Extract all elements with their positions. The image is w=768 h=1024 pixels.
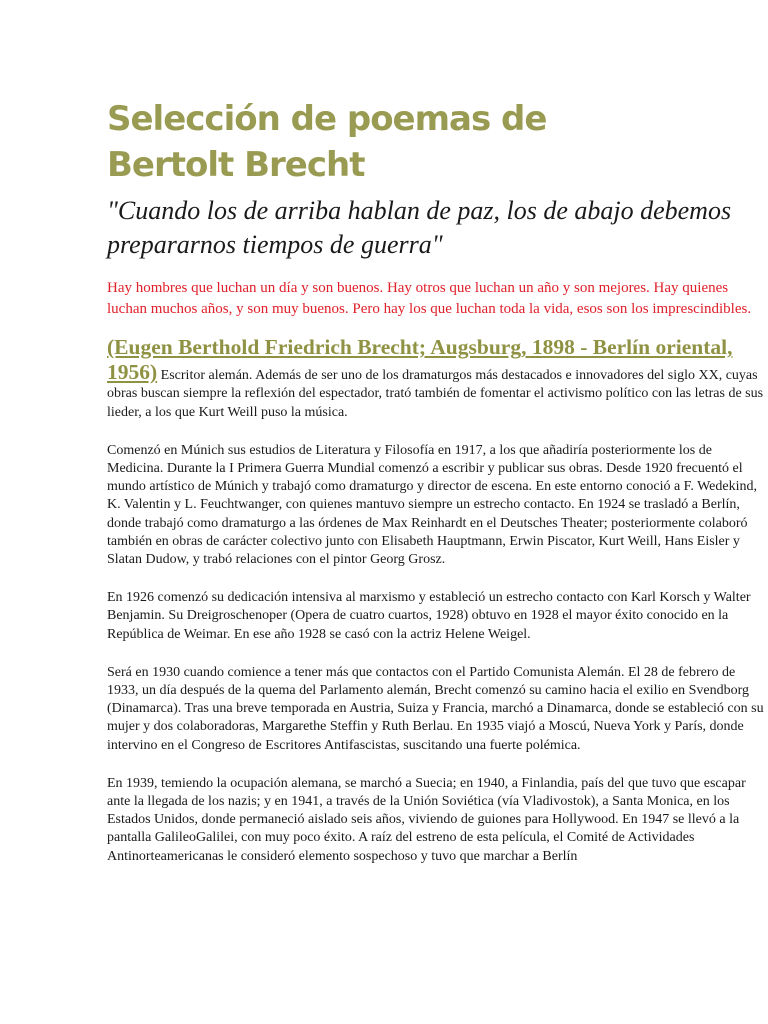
biography-intro-text: Escritor alemán. Además de ser uno de los dramaturgos más destacados e innovadores del siglo XX, cuyas obras buscan siempre la reflexión del espectador, trató también de fomentar el activismo político con las letras de sus lieder, a los que Kurt Weill puso la música.: [107, 368, 764, 420]
epigraph-quote: "Cuando los de arriba hablan de paz, los de abajo debemos prepararnos tiempos de guerra": [107, 196, 732, 259]
body-paragraph: En 1939, temiendo la ocupación alemana, se marchó a Suecia; en 1940, a Finlandia, país del que tuvo que escapar ante la llegada de los nazis; y en 1941, a través de la Unión Soviética (vía Vladivostok), a Santa Monica, en los Estados Unidos, donde permaneció aislado seis años, viviendo de guiones para Hollywood. En 1947 se llevó a la pantalla GalileoGalilei, con muy poco éxito. A raíz del estreno de esta película, el Comité de Actividades Antinorteamericanas le consideró elemento sospechoso y tuvo que marchar a Berlín: [107, 775, 746, 864]
document-page: [107, 96, 767, 866]
biography-heading-link[interactable]: (Eugen Berthold Friedrich Brecht; Augsburg, 1898 - Berlín oriental, 1956): [107, 335, 733, 385]
page-title: Selección de poemas de Bertolt Brecht: [107, 99, 547, 185]
biography-intro: [107, 335, 767, 422]
body-paragraph: Será en 1930 cuando comience a tener más que contactos con el Partido Comunista Alemán. El 28 de febrero de 1933, un día después de la quema del Parlamento alemán, Brecht comenzó su camino hacia el exilio en Svendborg (Dinamarca). Tras una breve temporada en Austria, Suiza y Francia, marchó a Dinamarca, donde se estableció con su mujer y dos colaboradoras, Margarethe Steffin y Ruth Berlau. En 1935 viajó a Moscú, Nueva York y París, donde intervino en el Congreso de Escritores Antifascistas, suscitando una fuerte polémica.: [107, 664, 764, 753]
highlighted-paragraph: Hay hombres que luchan un día y son buenos. Hay otros que luchan un año y son mejores. Hay quienes luchan muchos años, y son muy buenos. Pero hay los que luchan toda la vida, esos son los imprescindibles.: [107, 280, 752, 317]
body-paragraph: En 1926 comenzó su dedicación intensiva al marxismo y estableció un estrecho contacto con Karl Korsch y Walter Benjamin. Su Dreigroschenoper (Opera de cuatro cuartos, 1928) obtuvo en 1928 el mayor éxito conocido en la República de Weimar. En ese año 1928 se casó con la actriz Helene Weigel.: [107, 590, 751, 642]
body-paragraph: Comenzó en Múnich sus estudios de Literatura y Filosofía en 1917, a los que añadiría posteriormente los de Medicina. Durante la I Primera Guerra Mundial comenzó a escribir y publicar sus obras. Desde 1920 frecuentó el mundo artístico de Múnich y trabajó como dramaturgo y director de escena. En este entorno conoció a F. Wedekind, K. Valentin y L. Feuchtwanger, con quienes mantuvo siempre un estrecho contacto. En 1924 se trasladó a Berlín, donde trabajó como dramaturgo a las órdenes de Max Reinhardt en el Deutsches Theater; posteriormente colaboró también en obras de carácter colectivo junto con Elisabeth Hauptmann, Erwin Piscator, Kurt Weill, Hans Eisler y Slatan Dudow, y trabó relaciones con el pintor Georg Grosz.: [107, 442, 757, 568]
